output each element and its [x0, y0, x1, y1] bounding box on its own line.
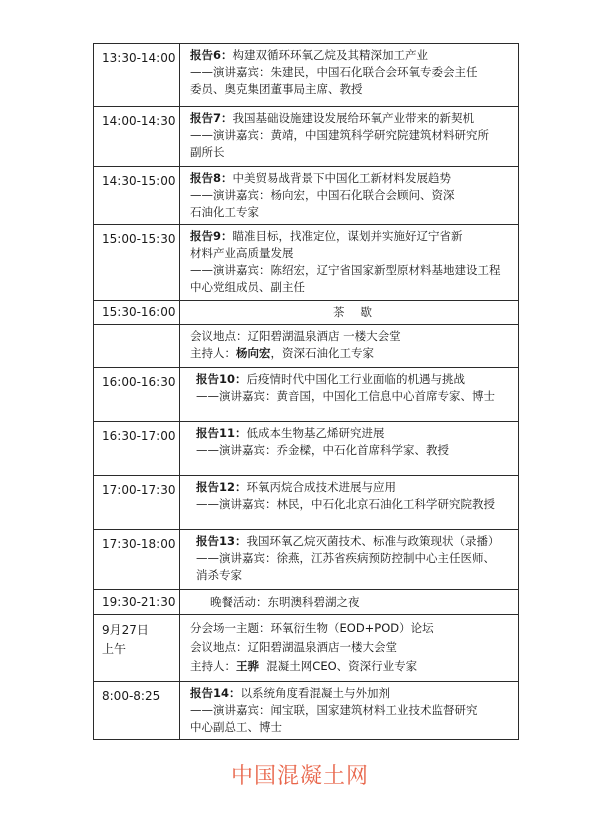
forum-title: 分会场一主题：环氧衍生物（EOD+POD）论坛	[190, 621, 434, 635]
schedule-row-forum	[94, 615, 519, 682]
report-title: 我国基础设施建设发展给环氧产业带来的新契机	[232, 111, 475, 125]
schedule-row-venue	[94, 325, 519, 368]
content-cell	[180, 107, 519, 167]
venue-text: 会议地点：辽阳碧湖温泉酒店 一楼大会堂	[190, 329, 401, 343]
schedule-row-report-10	[94, 368, 519, 422]
time-cell	[94, 590, 180, 615]
time-text: 17:30-18:00	[102, 537, 176, 551]
speaker-line: ——演讲嘉宾：黄靖，中国建筑科学研究院建筑材料研究所	[190, 128, 489, 142]
time-cell	[94, 301, 180, 325]
tea-break-text: 茶歇	[333, 305, 388, 319]
speaker-line: ——演讲嘉宾：徐燕，江苏省疾病预防控制中心主任医师、	[196, 551, 495, 565]
dinner-text: 晚餐活动：东明澳科碧湖之夜	[210, 595, 360, 609]
speaker-line: 中心党组成员、副主任	[190, 280, 305, 294]
schedule-row-report-12	[94, 476, 519, 530]
report-label: 报告13：	[196, 534, 247, 548]
time-text: 16:30-17:00	[102, 429, 176, 443]
report-label: 报告6：	[190, 48, 233, 62]
report-label: 报告7：	[190, 111, 233, 125]
site-watermark: 中国混凝土网	[230, 764, 369, 789]
content-cell	[180, 682, 519, 740]
schedule-row-report-8	[94, 167, 519, 225]
time-text: 16:00-16:30	[102, 375, 176, 389]
date-period: 上午	[102, 642, 127, 656]
host-suffix: ，资深石油化工专家	[270, 346, 374, 360]
content-cell	[180, 530, 519, 590]
content-cell	[180, 615, 519, 682]
host-prefix: 主持人：	[190, 346, 236, 360]
schedule-row-report-9	[94, 225, 519, 301]
time-text: 15:30-16:00	[102, 305, 176, 319]
report-label: 报告11：	[196, 426, 247, 440]
schedule-row-report-6	[94, 44, 519, 107]
speaker-line: ——演讲嘉宾：乔金樑，中石化首席科学家、教授	[196, 443, 449, 457]
report-title-continued: 材料产业高质量发展	[190, 246, 294, 260]
schedule-row-report-13	[94, 530, 519, 590]
time-cell	[94, 44, 180, 107]
report-title: 环氧丙烷合成技术进展与应用	[246, 480, 397, 494]
host-name: 杨向宏	[236, 346, 271, 360]
speaker-line: ——演讲嘉宾：林民，中石化北京石油化工科学研究院教授	[196, 497, 495, 511]
time-cell	[94, 476, 180, 530]
speaker-line: ——演讲嘉宾：朱建民，中国石化联合会环氧专委会主任	[190, 65, 478, 79]
time-text: 15:00-15:30	[102, 232, 176, 246]
schedule-row-report-7	[94, 107, 519, 167]
report-title: 构建双循环环氧乙烷及其精深加工产业	[232, 48, 429, 62]
report-label: 报告10：	[196, 372, 247, 386]
time-cell	[94, 107, 180, 167]
time-cell	[94, 368, 180, 422]
content-cell	[180, 325, 519, 368]
date-text: 9月27日	[102, 623, 149, 637]
venue-text: 会议地点：辽阳碧湖温泉酒店一楼大会堂	[190, 640, 397, 654]
report-label: 报告12：	[196, 480, 247, 494]
speaker-line: ——演讲嘉宾：闻宝联，国家建筑材料工业技术监督研究	[190, 703, 478, 717]
content-cell	[180, 167, 519, 225]
report-title: 瞄准目标，找准定位，谋划并实施好辽宁省新	[232, 229, 463, 243]
report-label: 报告8：	[190, 171, 233, 185]
report-title: 中美贸易战背景下中国化工新材料发展趋势	[232, 171, 452, 185]
speaker-line: ——演讲嘉宾：黄音国，中国化工信息中心首席专家、博士	[196, 389, 495, 403]
report-title: 后疫情时代中国化工行业面临的机遇与挑战	[246, 372, 466, 386]
speaker-line: ——演讲嘉宾：陈绍宏，辽宁省国家新型原材料基地建设工程	[190, 263, 501, 277]
content-cell	[180, 301, 519, 325]
speaker-line: 石油化工专家	[190, 205, 259, 219]
content-cell	[180, 476, 519, 530]
time-text: 14:30-15:00	[102, 174, 176, 188]
content-cell	[180, 422, 519, 476]
content-cell	[180, 225, 519, 301]
host-suffix: 混凝土网CEO、资深行业专家	[259, 659, 418, 673]
content-cell	[180, 368, 519, 422]
time-text: 17:00-17:30	[102, 483, 176, 497]
time-text: 13:30-14:00	[102, 51, 176, 65]
speaker-line: 消杀专家	[196, 568, 242, 582]
speaker-line: 副所长	[190, 145, 225, 159]
content-cell	[180, 590, 519, 615]
content-cell	[180, 44, 519, 107]
time-text: 8:00-8:25	[102, 689, 161, 703]
speaker-line: 委员、奥克集团董事局主席、教授	[190, 82, 363, 96]
report-label: 报告14：	[190, 686, 241, 700]
speaker-line: 中心副总工、博士	[190, 720, 282, 734]
time-cell	[94, 530, 180, 590]
host-prefix: 主持人：	[190, 659, 236, 673]
time-cell	[94, 615, 180, 682]
time-text: 14:00-14:30	[102, 114, 176, 128]
time-cell	[94, 422, 180, 476]
report-title: 以系统角度看混凝土与外加剂	[240, 686, 391, 700]
schedule-row-tea-break	[94, 301, 519, 325]
host-name: 王骅	[236, 659, 259, 673]
schedule-row-report-11	[94, 422, 519, 476]
report-title: 我国环氧乙烷灭菌技术、标准与政策现状（录播）	[246, 534, 500, 548]
time-text: 19:30-21:30	[102, 595, 176, 609]
schedule-row-report-14	[94, 682, 519, 740]
report-label: 报告9：	[190, 229, 233, 243]
schedule-row-dinner	[94, 590, 519, 615]
time-cell	[94, 167, 180, 225]
time-cell	[94, 682, 180, 740]
speaker-line: ——演讲嘉宾：杨向宏，中国石化联合会顾问、资深	[190, 188, 455, 202]
time-cell	[94, 225, 180, 301]
report-title: 低成本生物基乙烯研究进展	[246, 426, 385, 440]
empty-time-cell	[94, 325, 180, 368]
schedule-table	[93, 43, 519, 740]
